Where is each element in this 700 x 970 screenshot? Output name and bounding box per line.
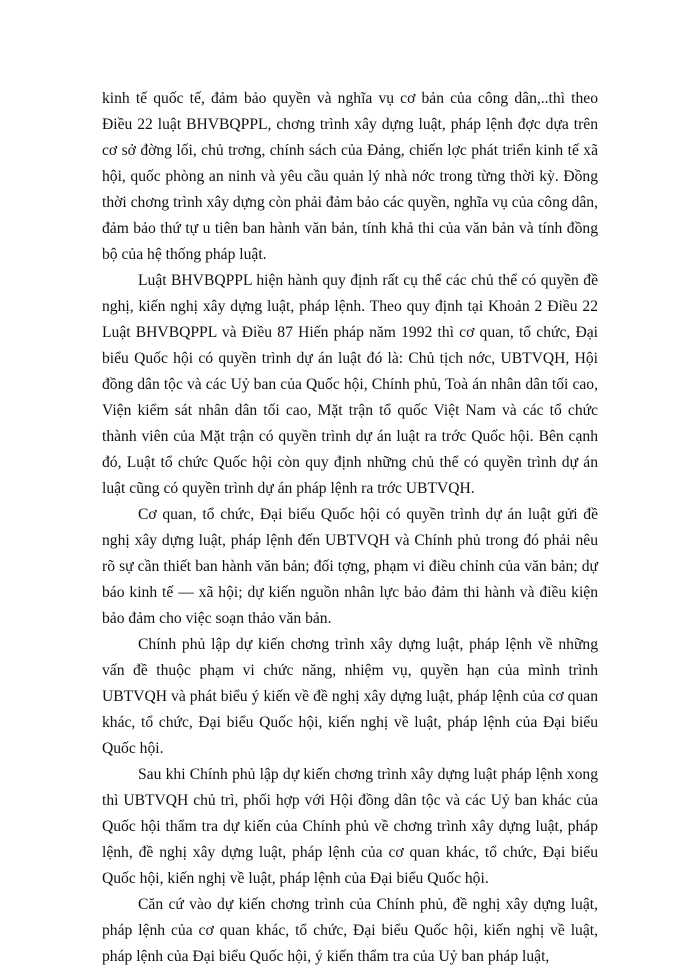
paragraph-proposal-subjects: Luật BHVBQPPL hiện hành quy định rất cụ thể các chủ thể có quyền đề nghị, kiến nghị xây dựng luật, pháp lệnh. Theo quy định tại Khoản 2 Điều 22 Luật BHVBQPPL và Điều 87 Hiến pháp năm 1992 thì cơ quan, tổ chức, Đại biểu Quốc hội có quyền trình dự án luật đó là: Chủ tịch nớc, UBTVQH, Hội đồng dân tộc và các Uỷ ban của Quốc hội, Chính phủ, Toà án nhân dân tối cao, Viện kiểm sát nhân dân tối cao, Mặt trận tổ quốc Việt Nam và các tổ chức thành viên của Mặt trận có quyền trình dự án luật ra trớc Quốc hội. Bên cạnh đó, Luật tổ chức Quốc hội còn quy định những chủ thể có quyền trình dự án luật cũng có quyền trình dự án pháp lệnh ra trớc UBTVQH. [102,272,598,497]
paragraph-continuation: kinh tế quốc tế, đảm bảo quyền và nghĩa vụ cơ bản của công dân,..thì theo Điều 22 luật BHVBQPPL, chơng trình xây dựng luật, pháp lệnh đợc dựa trên cơ sở đờng lối, chủ trơng, chính sách của Đảng, chiến lợc phát triển kinh tế xã hội, quốc phòng an ninh và yêu cầu quản lý nhà nớc trong từng thời kỳ. Đồng thời chơng trình xây dựng còn phải đảm bảo các quyền, nghĩa vụ của công dân, đảm bảo thứ tự u tiên ban hành văn bản, tính khả thi của văn bản và tính đồng bộ của hệ thống pháp luật. [102,90,598,263]
paragraph-basis: Căn cứ vào dự kiến chơng trình của Chính phủ, đề nghị xây dựng luật, pháp lệnh của cơ quan khác, tổ chức, Đại biểu Quốc hội, kiến nghị về luật, pháp lệnh của Đại biểu Quốc hội, ý kiến thẩm tra của Uỷ ban pháp luật, [102,896,598,965]
paragraph-ubtvqh-review: Sau khi Chính phủ lập dự kiến chơng trình xây dựng luật pháp lệnh xong thì UBTVQH chủ trì, phối hợp với Hội đồng dân tộc và các Uỷ ban khác của Quốc hội thẩm tra dự kiến của Chính phủ về chơng trình xây dựng luật, pháp lệnh, đề nghị xây dựng luật, pháp lệnh của cơ quan khác, tổ chức, Đại biểu Quốc hội, kiến nghị về luật, pháp lệnh của Đại biểu Quốc hội. [102,766,598,887]
document-body [102,86,598,970]
paragraph-government-program: Chính phủ lập dự kiến chơng trình xây dựng luật, pháp lệnh về những vấn đề thuộc phạm vi chức năng, nhiệm vụ, quyền hạn của mình trình UBTVQH và phát biểu ý kiến về đề nghị xây dựng luật, pháp lệnh của cơ quan khác, tổ chức, Đại biểu Quốc hội, kiến nghị về luật, pháp lệnh của Đại biểu Quốc hội. [102,636,598,757]
paragraph-submission-requirements: Cơ quan, tổ chức, Đại biểu Quốc hội có quyền trình dự án luật gửi đề nghị xây dựng luật, pháp lệnh đến UBTVQH và Chính phủ trong đó phải nêu rõ sự cần thiết ban hành văn bản; đối tợng, phạm vi điều chỉnh của văn bản; dự báo kinh tế — xã hội; dự kiến nguồn nhân lực bảo đảm thi hành và điều kiện bảo đảm cho việc soạn thảo văn bản. [102,506,598,627]
